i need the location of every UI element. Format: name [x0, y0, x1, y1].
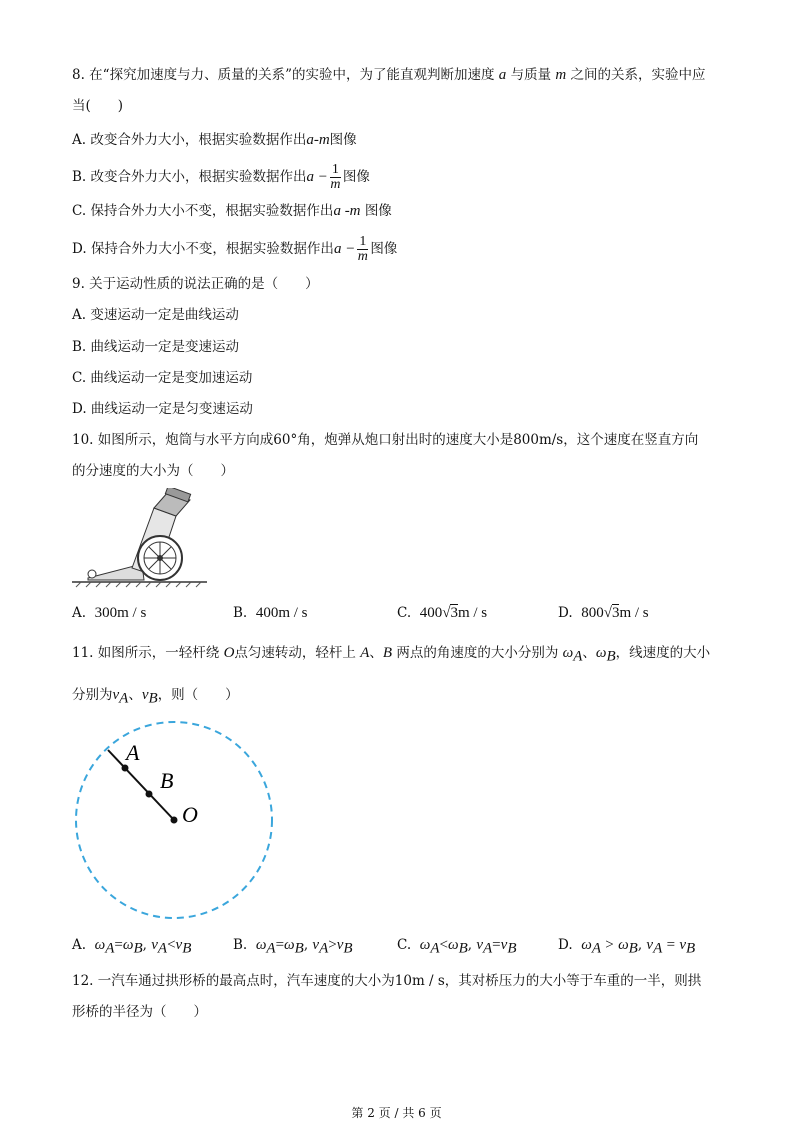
numerator: 1: [359, 234, 367, 249]
text: 保持合外力大小不变，根据实验数据作出: [90, 241, 334, 257]
text: 图像: [364, 203, 392, 219]
q11-option-c: C. $\omega_A<\omega_B$, $v_A=v_B$: [397, 937, 517, 957]
label: D.: [558, 605, 573, 621]
q11-option-d: D. $\omega_A > \omega_B$, $v_A = v_B$: [558, 937, 696, 957]
text: 之间的关系，实验中应: [570, 67, 706, 83]
label-B: B: [160, 768, 174, 793]
q10-option-d: D. 800√3m / s: [558, 605, 649, 621]
text: ，则（ ）: [157, 687, 239, 703]
page-footer: 第 2 页 / 共 6 页: [351, 1106, 442, 1120]
q8-option-b: [72, 163, 370, 192]
q9-option-a: A. 变速运动一定是曲线运动: [72, 307, 239, 323]
value: 300m / s: [94, 605, 147, 621]
value: 800: [581, 605, 604, 621]
q10-stem-2: 的分速度的大小为（ ）: [72, 463, 234, 479]
var-m: m: [555, 67, 567, 83]
var: O: [223, 645, 235, 661]
value: 400m / s: [255, 605, 308, 621]
text: 图像: [370, 241, 398, 257]
fraction: [330, 163, 341, 192]
q9-option-d: D. 曲线运动一定是匀变速运动: [72, 401, 253, 417]
math: a-m: [306, 132, 330, 148]
text: ，线速度的大小: [615, 645, 711, 661]
var: A: [360, 645, 370, 661]
q9-option-c: C. 曲线运动一定是变加速运动: [72, 370, 253, 386]
label: D.: [72, 241, 87, 257]
label: C.: [397, 937, 412, 953]
q9-stem: 9. 关于运动性质的说法正确的是（ ）: [72, 276, 319, 292]
numerator: 1: [331, 162, 339, 177]
text: 点匀速转动，轻杆上: [234, 645, 356, 661]
label: C.: [72, 203, 87, 219]
q8-stem: [72, 65, 706, 85]
text: 、: [369, 645, 383, 661]
text: 改变合外力大小，根据实验数据作出: [90, 169, 307, 185]
label: D.: [558, 937, 573, 953]
text: 、: [128, 687, 142, 703]
text: 与质量: [510, 67, 552, 83]
math: a −: [306, 169, 328, 185]
q11-option-b: B. $\omega_A=\omega_B$, $v_A>v_B$: [233, 937, 353, 957]
text: 8. 在“探究加速度与力、质量的关系”的实验中，为了能直观判断加速度: [72, 67, 495, 83]
q11-option-a: A. $\omega_A=\omega_B$, $v_A<v_B$: [72, 937, 192, 957]
text: 分别为: [72, 687, 113, 703]
label: A.: [72, 937, 87, 953]
q10-stem: 10. 如图所示，炮筒与水平方向成60°角，炮弹从炮口射出时的速度大小是800m/s，这个速度在竖直方向: [72, 432, 699, 448]
var-a: a: [498, 67, 507, 83]
q8-option-d: [72, 235, 397, 264]
label: A.: [72, 132, 87, 148]
value: 400: [419, 605, 443, 621]
label-O: O: [182, 802, 198, 827]
q12-stem: 12. 一汽车通过拱形桥的最高点时，汽车速度的大小为10m / s，其对桥压力的大小等于车重的一半，则拱: [72, 973, 702, 989]
q10-option-a: [72, 603, 146, 623]
rotation-figure: [70, 718, 280, 923]
denominator: m: [330, 177, 341, 192]
q10-option-c: C. 400√3m / s: [397, 605, 488, 621]
unit: m / s: [619, 605, 649, 621]
label: A.: [72, 605, 87, 621]
label: B.: [72, 169, 87, 185]
text: 保持合外力大小不变，根据实验数据作出: [90, 203, 334, 219]
q12-stem-2: 形桥的半径为（ ）: [72, 1004, 207, 1020]
q10-option-b: [233, 603, 308, 623]
text: 改变合外力大小，根据实验数据作出: [90, 132, 307, 148]
fraction: [357, 235, 368, 264]
unit: m / s: [457, 605, 488, 621]
radicand: 3: [450, 605, 458, 621]
text: 图像: [342, 169, 370, 185]
label: C.: [397, 605, 412, 621]
q11-stem-2: 分别为$v_A$、$v_B$，则（ ）: [72, 687, 239, 707]
var: B: [382, 645, 393, 661]
q8-option-c: [72, 201, 392, 221]
var: ω: [595, 645, 607, 661]
var: ω: [562, 645, 574, 661]
q8-stem-2: 当( ): [72, 98, 124, 114]
text: 图像: [329, 132, 357, 148]
text: 两点的角速度的大小分别为: [396, 645, 559, 661]
q8-option-a: [72, 130, 357, 150]
q11-stem: 11. 如图所示，一轻杆绕 O点匀速转动，轻杆上 A、B 两点的角速度的大小分别为 $\omega_A$、$\omega_B$，线速度的大小: [72, 645, 711, 665]
q9-option-b: B. 曲线运动一定是变速运动: [72, 339, 240, 355]
radicand: 3: [611, 605, 620, 621]
text: 、: [582, 645, 596, 661]
denominator: m: [357, 249, 368, 264]
label-A: A: [126, 740, 140, 765]
math: a −: [333, 241, 356, 257]
var: v: [141, 687, 149, 703]
text: 11. 如图所示，一轻杆绕: [72, 645, 220, 661]
cannon-figure: [72, 488, 212, 588]
math: a -m: [333, 203, 361, 219]
var: v: [112, 687, 120, 703]
label: B.: [233, 937, 248, 953]
label: B.: [233, 605, 248, 621]
